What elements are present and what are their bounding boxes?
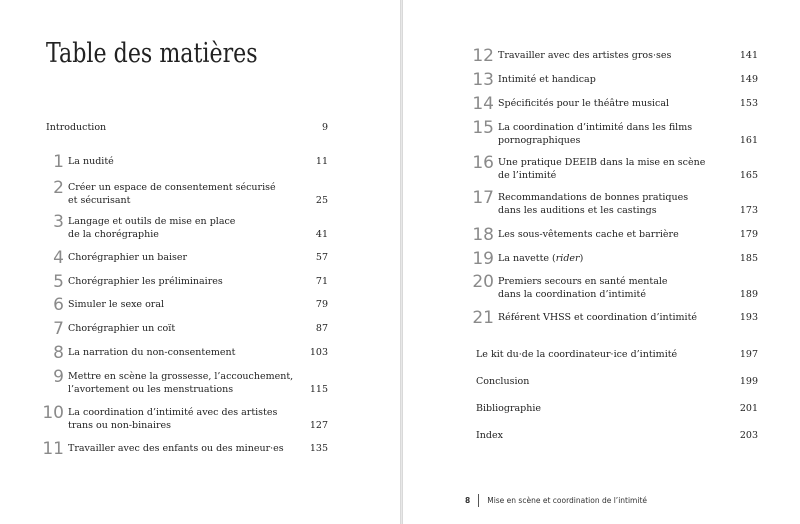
chapter-page: 153 xyxy=(739,98,758,109)
chapter-page: 165 xyxy=(739,170,758,181)
toc-entry-title: Bibliographie xyxy=(476,403,542,414)
toc-entry-page: 197 xyxy=(739,349,758,360)
chapter-number: 14 xyxy=(472,94,494,114)
toc-chapter-9 xyxy=(40,367,328,396)
page-footer xyxy=(465,493,647,507)
toc-entry-title: Le kit du·de la coordinateur·ice d’intimité xyxy=(476,349,678,360)
toc-chapter-2 xyxy=(40,178,328,207)
chapter-page: 41 xyxy=(315,229,328,240)
chapter-title: Recommandations de bonnes pratiques dans les auditions et les castings xyxy=(498,192,689,216)
toc-entry-page: 199 xyxy=(739,376,758,387)
toc-chapter-13 xyxy=(470,70,758,90)
chapter-number: 11 xyxy=(42,439,64,459)
chapter-number: 16 xyxy=(472,153,494,173)
chapter-number: 10 xyxy=(42,403,64,423)
chapter-title: La nudité xyxy=(68,156,114,167)
chapter-page: 189 xyxy=(739,289,758,300)
toc-chapter-5 xyxy=(40,272,328,292)
chapter-number: 19 xyxy=(472,249,494,269)
chapter-title: Une pratique DEEIB dans la mise en scène de l’intimité xyxy=(498,157,706,181)
chapter-number: 8 xyxy=(53,343,64,363)
chapter-title: Simuler le sexe oral xyxy=(68,299,165,310)
chapter-number: 13 xyxy=(472,70,494,90)
toc-chapter-17 xyxy=(470,188,758,217)
toc-chapter-18 xyxy=(470,225,758,245)
toc-chapter-8 xyxy=(40,343,328,363)
chapter-page: 25 xyxy=(315,195,328,206)
toc-chapter-6 xyxy=(40,295,328,315)
footer-page-number: 8 xyxy=(465,495,471,505)
toc-entry-title: Conclusion xyxy=(476,376,530,387)
chapter-title: Spécificités pour le théâtre musical xyxy=(498,98,670,109)
toc-entry-introduction xyxy=(46,121,328,134)
chapter-number: 7 xyxy=(53,319,64,339)
chapter-title: La coordination d’intimité dans les films pornographiques xyxy=(498,122,693,146)
chapter-title: Intimité et handicap xyxy=(498,74,596,85)
toc-entry-conclusion xyxy=(476,375,758,388)
chapter-number: 15 xyxy=(472,118,494,138)
toc-entry-index xyxy=(476,429,758,442)
toc-chapter-10 xyxy=(40,403,328,432)
chapter-title: Créer un espace de consentement sécurisé et sécurisant xyxy=(68,182,276,206)
chapter-page: 71 xyxy=(315,276,328,287)
toc-entry-page: 203 xyxy=(739,430,758,441)
toc-entry-page: 201 xyxy=(739,403,758,414)
chapter-page: 161 xyxy=(739,135,758,146)
chapter-title: Travailler avec des artistes gros·ses xyxy=(498,50,672,61)
toc-chapter-19 xyxy=(470,249,758,269)
chapter-title: Mettre en scène la grossesse, l’accouchement, l’avortement ou les menstruations xyxy=(68,371,294,395)
chapter-number: 12 xyxy=(472,46,494,66)
chapter-title: Référent VHSS et coordination d’intimité xyxy=(498,312,698,323)
toc-entry-title: Introduction xyxy=(46,122,107,133)
chapter-page: 141 xyxy=(739,50,758,61)
chapter-page: 173 xyxy=(739,205,758,216)
toc-entry-kit xyxy=(476,348,758,361)
toc-entry-title: Index xyxy=(476,430,503,441)
toc-chapter-11 xyxy=(40,439,328,459)
chapter-title: La navette (rider) xyxy=(498,253,584,264)
toc-chapter-21 xyxy=(470,308,758,328)
chapter-title: Premiers secours en santé mentale dans la coordination d’intimité xyxy=(498,276,668,300)
chapter-number: 4 xyxy=(53,248,64,268)
chapter-title: Les sous-vêtements cache et barrière xyxy=(498,229,679,240)
chapter-title: Chorégraphier un baiser xyxy=(68,252,188,263)
chapter-page: 11 xyxy=(315,156,328,167)
toc-chapter-20 xyxy=(470,272,758,301)
chapter-number: 2 xyxy=(53,178,64,198)
chapter-number: 5 xyxy=(53,272,64,292)
chapter-number: 6 xyxy=(53,295,64,315)
chapter-page: 193 xyxy=(739,312,758,323)
chapter-number: 17 xyxy=(472,188,494,208)
toc-chapter-1 xyxy=(40,152,328,172)
toc-chapter-14 xyxy=(470,94,758,114)
chapter-page: 135 xyxy=(309,443,328,454)
chapter-page: 87 xyxy=(315,323,328,334)
toc-chapter-4 xyxy=(40,248,328,268)
right-page xyxy=(403,0,800,524)
chapter-title: Langage et outils de mise en place de la chorégraphie xyxy=(68,216,236,240)
chapter-page: 149 xyxy=(739,74,758,85)
chapter-number: 21 xyxy=(472,308,494,328)
chapter-number: 20 xyxy=(472,272,494,292)
chapter-title: La narration du non-consentement xyxy=(68,347,236,358)
footer-running-title: Mise en scène et coordination de l’intimité xyxy=(487,495,647,505)
chapter-page: 179 xyxy=(739,229,758,240)
footer-divider xyxy=(478,494,479,507)
chapter-title: Chorégraphier les préliminaires xyxy=(68,276,223,287)
chapter-page: 57 xyxy=(315,252,328,263)
toc-chapter-15 xyxy=(470,118,758,147)
toc-chapter-3 xyxy=(40,212,328,241)
toc-chapter-16 xyxy=(470,153,758,182)
chapter-number: 3 xyxy=(53,212,64,232)
chapter-page: 79 xyxy=(315,299,328,310)
chapter-title: La coordination d’intimité avec des artistes trans ou non-binaires xyxy=(68,407,278,431)
chapter-page: 103 xyxy=(309,347,328,358)
toc-entry-page: 9 xyxy=(321,122,328,133)
chapter-number: 1 xyxy=(53,152,64,172)
chapter-title: Travailler avec des enfants ou des mineur·es xyxy=(68,443,284,454)
chapter-number: 9 xyxy=(53,367,64,387)
chapter-title: Chorégraphier un coït xyxy=(68,323,176,334)
toc-chapter-7 xyxy=(40,319,328,339)
chapter-page: 115 xyxy=(309,384,328,395)
chapter-page: 127 xyxy=(309,420,328,431)
page-title: Table des matières xyxy=(46,38,258,69)
toc-entry-bibliographie xyxy=(476,402,758,415)
chapter-number: 18 xyxy=(472,225,494,245)
chapter-page: 185 xyxy=(739,253,758,264)
toc-chapter-12 xyxy=(470,46,758,66)
